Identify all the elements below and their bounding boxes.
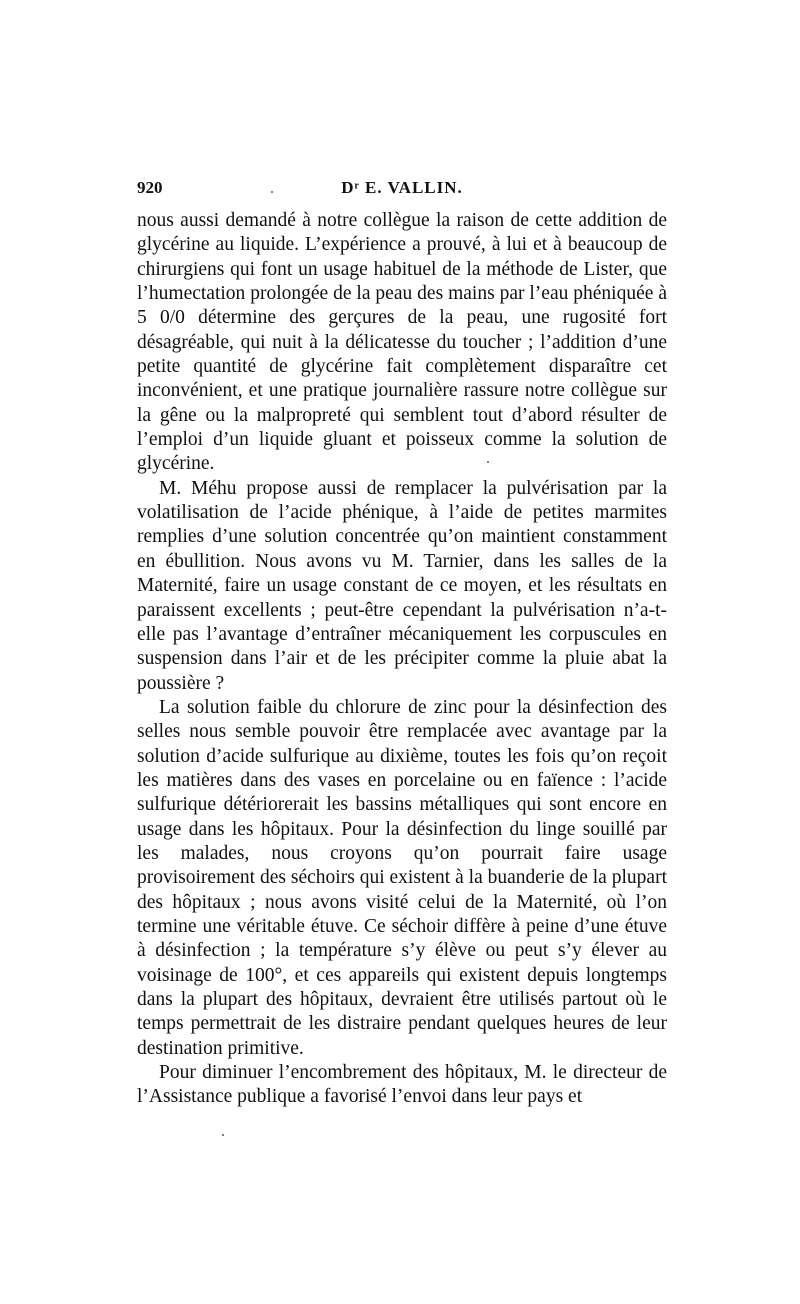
paragraph-hospital-crowding: Pour diminuer l’encombrement des hôpitaux, M. le directeur de l’Assistance publique a favorisé l’envoi dans leur pays et xyxy=(137,1062,667,1108)
print-speck xyxy=(487,461,489,463)
running-head xyxy=(137,176,667,200)
paragraph-zinc-chloride: La solution faible du chlorure de zinc pour la désinfection des selles nous semble pouvoir être remplacée avec avantage par la solution d’acide sulfurique au dixième, toutes les fois qu’on reçoit les matières dans des vases en porcelaine ou en faïence : l’acide sulfurique détériorerait les bassins métalliques qui sont encore en usage dans les hôpitaux. Pour la désinfection du linge souillé par les malades, nous croyons qu’on pourrait faire usage provisoirement des séchoirs qui existent à la buanderie de la plupart des hôpitaux ; nous avons visité celui de la Maternité, où l’on termine une véritable étuve. Ce séchoir diffère à peine d’une étuve à désinfection ; la température s’y élève ou peut s’y élever au voisinage de 100°, et ces appareils qui existent depuis longtemps dans la plupart des hôpitaux, devraient être utilisés partout où le temps permettrait de les distraire pendant quelques heures de leur destination primitive. xyxy=(137,696,667,1059)
paragraph-mehu: M. Méhu propose aussi de remplacer la pulvérisation par la volatilisation de l’acide phénique, à l’aide de petites marmites remplies d’une solution concentrée qu’on maintient constamment en ébullition. Nous avons vu M. Tarnier, dans les salles de la Maternité, faire un usage constant de ce moyen, et les résultats en paraissent excellents ; peut-être cependant la pulvérisation n’a-t-elle pas l’avantage d’entraîner mécaniquement les corpuscules en suspension dans l’air et de les précipiter comme la pluie abat la poussière ? xyxy=(137,477,667,694)
body-text xyxy=(137,209,667,1110)
print-speck xyxy=(271,191,273,193)
page-number: 920 xyxy=(137,178,163,197)
running-title: Dʳ E. VALLIN. xyxy=(341,178,463,197)
paragraph-continued: nous aussi demandé à notre collègue la raison de cette addition de glycérine au liquide. L’expérience a prouvé, à lui et à beaucoup de chirurgiens qui font un usage habituel de la méthode de Lister, que l’humectation prolongée de la peau des mains par l’eau phéniquée à 5 0/0 détermine des gerçures de la peau, une rugosité fort désagréable, qui nuit à la délicatesse du toucher ; l’addition d’une petite quantité de glycérine fait complètement disparaître cet inconvénient, et une pratique journalière rassure notre collègue sur la gêne ou la malpropreté qui semblent tout d’abord résulter de l’emploi d’un liquide gluant et poisseux comme la solution de glycérine. xyxy=(137,210,667,475)
print-speck xyxy=(222,1134,224,1136)
